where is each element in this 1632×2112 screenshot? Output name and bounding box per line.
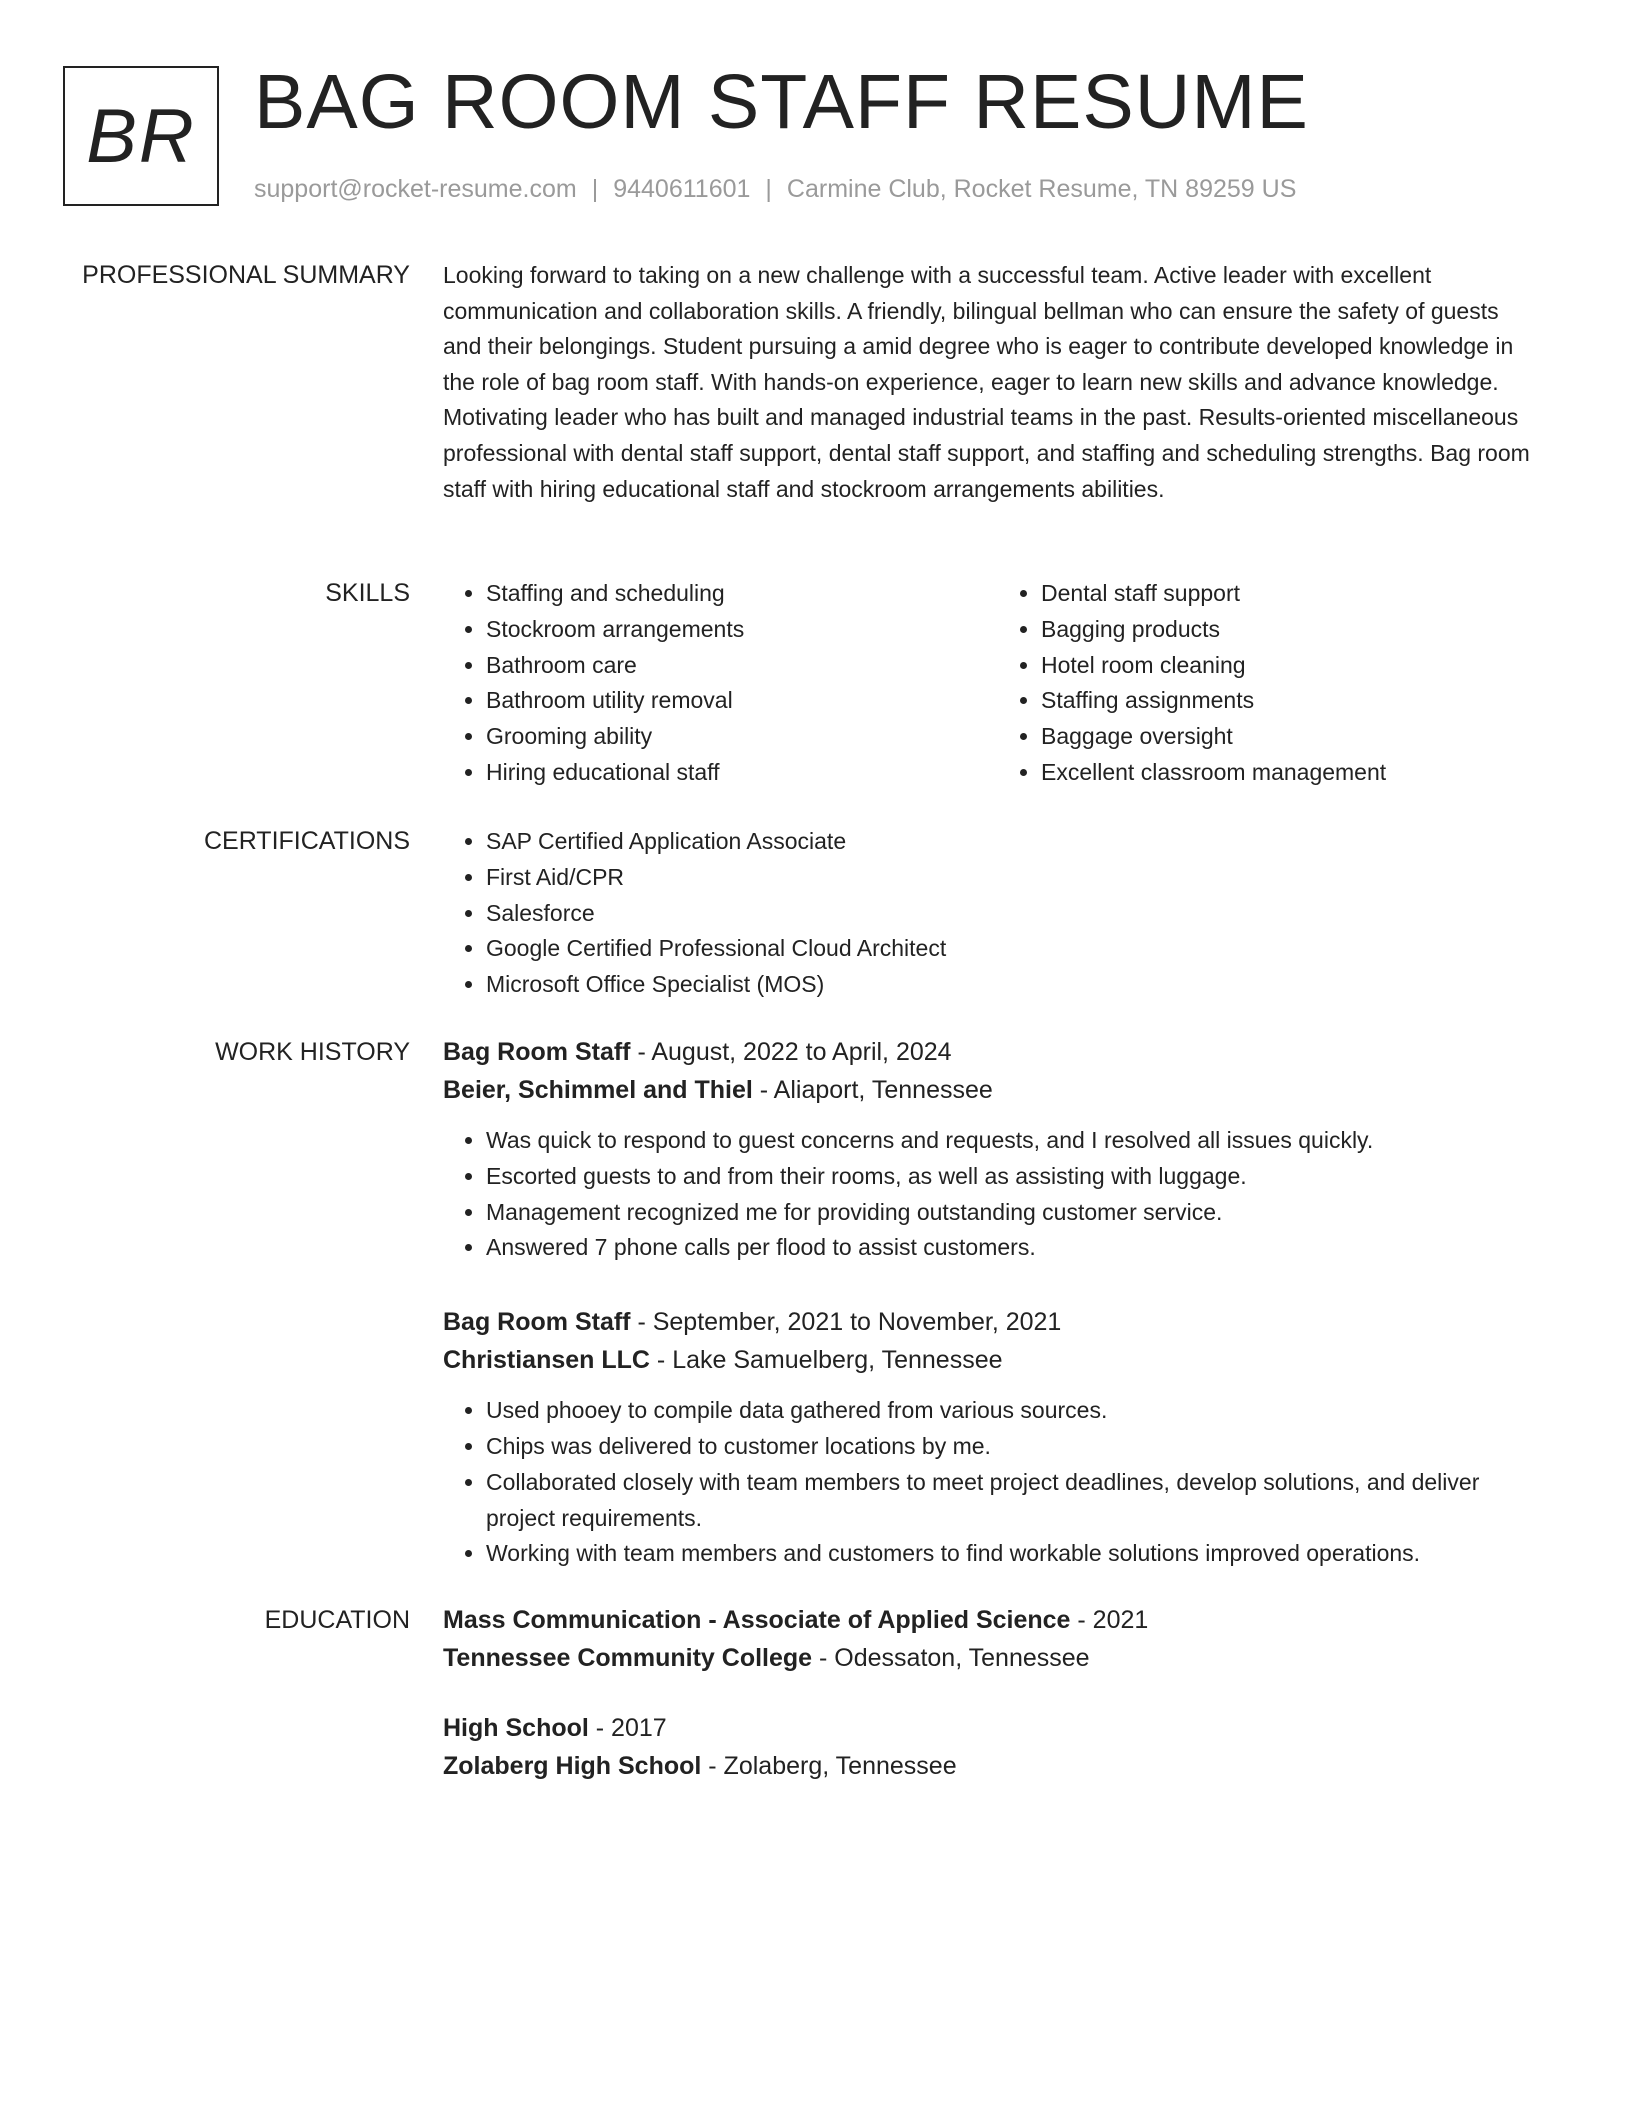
work-history-heading: WORK HISTORY bbox=[215, 1038, 410, 1066]
skills-list-right bbox=[998, 576, 1553, 791]
skill-item: • Staffing assignments bbox=[1041, 683, 1553, 719]
education-entry bbox=[443, 1601, 1553, 1677]
certification-item: • First Aid/CPR bbox=[486, 860, 1553, 896]
skill-item: • Stockroom arrangements bbox=[486, 612, 998, 648]
skills-list-left bbox=[443, 576, 998, 791]
education-year: - 2021 bbox=[1070, 1606, 1149, 1634]
job-duties-list bbox=[443, 1393, 1553, 1572]
job-duty: • Escorted guests to and from their rooms, as well as assisting with luggage. bbox=[486, 1159, 1553, 1195]
education-school-line bbox=[443, 1747, 1553, 1785]
certification-item: • Microsoft Office Specialist (MOS) bbox=[486, 967, 1553, 1003]
certification-item: • SAP Certified Application Associate bbox=[486, 824, 1553, 860]
monogram-badge: BR bbox=[63, 66, 219, 206]
job-title: Bag Room Staff bbox=[443, 1308, 631, 1337]
certification-item: • Google Certified Professional Cloud Architect bbox=[486, 931, 1553, 967]
job-entry bbox=[443, 1303, 1553, 1572]
job-duty: • Working with team members and customers to find workable solutions improved operations. bbox=[486, 1536, 1553, 1572]
job-title: Bag Room Staff bbox=[443, 1038, 631, 1066]
job-dates: - August, 2022 to April, 2024 bbox=[630, 1038, 952, 1066]
education-degree: Mass Communication - Associate of Applied Science bbox=[443, 1606, 1071, 1634]
education-location: - Zolaberg, Tennessee bbox=[701, 1752, 957, 1780]
job-duty: • Chips was delivered to customer locations by me. bbox=[486, 1429, 1553, 1465]
resume-title: BAG ROOM STAFF RESUME bbox=[254, 59, 1309, 145]
job-location: - Aliaport, Tennessee bbox=[752, 1076, 993, 1104]
skill-item: • Staffing and scheduling bbox=[486, 576, 998, 612]
contact-email: support@rocket-resume.com bbox=[254, 175, 577, 203]
skill-item: • Grooming ability bbox=[486, 719, 998, 755]
job-duty: • Was quick to respond to guest concerns and requests, and I resolved all issues quickly. bbox=[486, 1123, 1553, 1159]
education-school: Tennessee Community College bbox=[443, 1644, 813, 1672]
job-company: Christiansen LLC bbox=[443, 1346, 650, 1375]
certifications-list bbox=[443, 824, 1553, 1003]
job-company: Beier, Schimmel and Thiel bbox=[443, 1076, 753, 1104]
education-degree-line bbox=[443, 1709, 1553, 1747]
education-school-line bbox=[443, 1639, 1553, 1677]
education-degree-line bbox=[443, 1601, 1553, 1639]
contact-address: Carmine Club, Rocket Resume, TN 89259 US bbox=[786, 175, 1297, 203]
job-company-line bbox=[443, 1071, 1553, 1109]
education-year: - 2017 bbox=[588, 1714, 667, 1742]
contact-separator: | bbox=[765, 175, 772, 203]
education-location: - Odessaton, Tennessee bbox=[812, 1644, 1090, 1672]
skill-item: • Bathroom utility removal bbox=[486, 683, 998, 719]
skill-item: • Bathroom care bbox=[486, 648, 998, 684]
certification-item: • Salesforce bbox=[486, 896, 1553, 932]
job-duty: • Answered 7 phone calls per flood to assist customers. bbox=[486, 1230, 1553, 1266]
job-duty: • Collaborated closely with team members to meet project deadlines, develop solutions, and deliver project requirements. bbox=[486, 1465, 1553, 1537]
education-degree: High School bbox=[443, 1714, 589, 1742]
skills-heading: SKILLS bbox=[325, 579, 410, 607]
job-duty: • Management recognized me for providing outstanding customer service. bbox=[486, 1195, 1553, 1231]
education-heading: EDUCATION bbox=[264, 1606, 410, 1634]
skill-item: • Hiring educational staff bbox=[486, 755, 998, 791]
job-location: - Lake Samuelberg, Tennessee bbox=[649, 1346, 1003, 1375]
job-duty: • Used phooey to compile data gathered from various sources. bbox=[486, 1393, 1553, 1429]
job-company-line bbox=[443, 1341, 1553, 1379]
skill-item: • Baggage oversight bbox=[1041, 719, 1553, 755]
education-school: Zolaberg High School bbox=[443, 1752, 702, 1780]
skill-item: • Dental staff support bbox=[1041, 576, 1553, 612]
job-title-line bbox=[443, 1033, 1553, 1071]
job-entry bbox=[443, 1033, 1553, 1266]
job-dates: - September, 2021 to November, 2021 bbox=[630, 1308, 1062, 1337]
summary-text: Looking forward to taking on a new challenge with a successful team. Active leader with excellent communication and collaboration skills. A friendly, bilingual bellman who can ensure the safety of guests and their belongings. Student pursuing a amid degree who is eager to contribute developed knowledge in the role of bag room staff. With hands-on experience, eager to learn new skills and advance knowledge. Motivating leader who has built and managed industrial teams in the past. Results-oriented miscellaneous professional with dental staff support, dental staff support, and staffing and scheduling strengths. Bag room staff with hiring educational staff and stockroom arrangements abilities. bbox=[443, 262, 1530, 502]
skill-item: • Excellent classroom management bbox=[1041, 755, 1553, 791]
job-title-line bbox=[443, 1303, 1553, 1341]
skill-item: • Bagging products bbox=[1041, 612, 1553, 648]
education-entry bbox=[443, 1709, 1553, 1785]
job-duties-list bbox=[443, 1123, 1553, 1266]
contact-line bbox=[254, 173, 1296, 205]
skill-item: • Hotel room cleaning bbox=[1041, 648, 1553, 684]
contact-phone: 9440611601 bbox=[613, 175, 751, 203]
contact-separator: | bbox=[591, 175, 599, 203]
summary-heading: PROFESSIONAL SUMMARY bbox=[82, 261, 410, 289]
certifications-heading: CERTIFICATIONS bbox=[203, 827, 410, 855]
